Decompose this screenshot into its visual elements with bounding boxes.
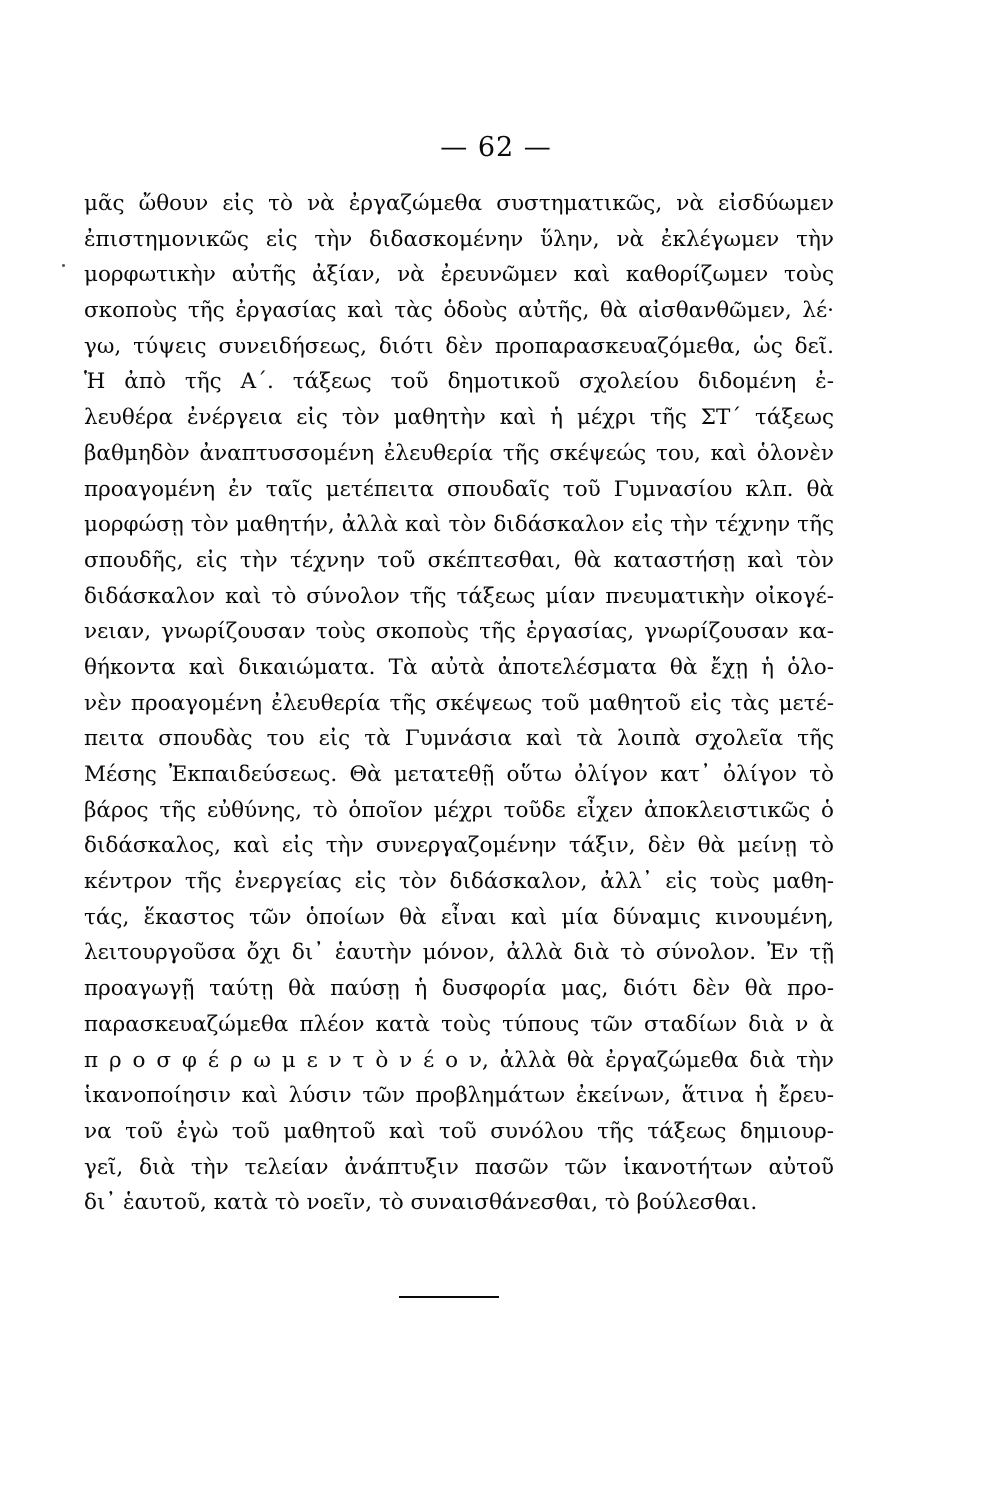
- text-line: λειτουργοῦσα ὄχι δι᾿ ἑαυτὴν μόνον, ἀλλὰ διὰ τὸ σύνολον. Ἐν τῇ: [84, 940, 834, 966]
- text-line: Μέσης Ἐκπαιδεύσεως. Θὰ μετατεθῇ οὕτω ὀλίγον κατ᾿ ὀλίγον τὸ: [84, 762, 834, 787]
- text-line: πειτα σπουδὰς του εἰς τὰ Γυμνάσια καὶ τὰ λοιπὰ σχολεῖα τῆς: [84, 726, 834, 752]
- page-number: — 62 —: [440, 132, 552, 163]
- text-line: μορφώσῃ τὸν μαθητήν, ἀλλὰ καὶ τὸν διδάσκαλον εἰς τὴν τέχνην τῆς: [84, 512, 834, 538]
- text-line: βάρος τῆς εὐθύνης, τὸ ὁποῖον μέχρι τοῦδε εἶχεν ἀποκλειστικῶς ὁ: [84, 797, 834, 823]
- text-line: διδάσκαλος, καὶ εἰς τὴν συνεργαζομένην τάξιν, δὲν θὰ μείνῃ τὸ: [84, 833, 834, 859]
- text-line: θήκοντα καὶ δικαιώματα. Τὰ αὐτὰ ἀποτελέσματα θὰ ἔχῃ ἡ ὁλο-: [84, 654, 834, 680]
- text-line: να τοῦ ἐγὼ τοῦ μαθητοῦ καὶ τοῦ συνόλου τῆς τάξεως δημιουρ-: [84, 1118, 834, 1144]
- text-line: δι᾿ ἑαυτοῦ, κατὰ τὸ νοεῖν, τὸ συναισθάνεσθαι, τὸ βούλεσθαι.: [84, 1190, 758, 1216]
- text-line: λευθέρα ἐνέργεια εἰς τὸν μαθητὴν καὶ ἡ μέχρι τῆς ΣΤ΄ τάξεως: [84, 405, 834, 431]
- text-line: προαγομένη ἐν ταῖς μετέπειτα σπουδαῖς τοῦ Γυμνασίου κλπ. θὰ: [84, 476, 834, 502]
- text-line: γεῖ, διὰ τὴν τελείαν ἀνάπτυξιν πασῶν τῶν ἱκανοτήτων αὐτοῦ: [84, 1154, 834, 1180]
- text-line: προαγωγῇ ταύτῃ θὰ παύσῃ ἡ δυσφορία μας, διότι δὲν θὰ προ-: [84, 976, 834, 1002]
- text-line: κέντρον τῆς ἐνεργείας εἰς τὸν διδάσκαλον, ἀλλ᾿ εἰς τοὺς μαθη-: [84, 869, 834, 895]
- body-paragraph: [84, 186, 834, 1221]
- closing-rule: [399, 1296, 499, 1298]
- text-line: μᾶς ὤθουν εἰς τὸ νὰ ἐργαζώμεθα συστηματικῶς, νὰ εἰσδύωμεν: [84, 191, 834, 216]
- text-line: μορφωτικὴν αὐτῆς ἀξίαν, νὰ ἐρευνῶμεν καὶ καθορίζωμεν τοὺς: [84, 262, 834, 288]
- text-line: νὲν προαγομένη ἐλευθερία τῆς σκέψεως τοῦ μαθητοῦ εἰς τὰς μετέ-: [84, 690, 834, 716]
- text-line: παρασκευαζώμεθα πλέον κατὰ τοὺς τύπους τῶν σταδίων διὰ ν ὰ: [84, 1011, 834, 1037]
- text-line: ἱκανοποίησιν καὶ λύσιν τῶν προβλημάτων ἐκείνων, ἅτινα ἡ ἔρευ-: [84, 1083, 834, 1109]
- print-speck: [62, 264, 65, 267]
- text-line: γω, τύψεις συνειδήσεως, διότι δὲν προπαρασκευαζόμεθα, ὡς δεῖ.: [84, 333, 834, 359]
- text-line: σπουδῆς, εἰς τὴν τέχνην τοῦ σκέπτεσθαι, θὰ καταστήσῃ καὶ τὸν: [84, 547, 834, 573]
- text-line: σκοποὺς τῆς ἐργασίας καὶ τὰς ὁδοὺς αὐτῆς, θὰ αἰσθανθῶμεν, λέ·: [84, 298, 834, 324]
- text-line: π ρ ο σ φ έ ρ ω μ ε ν τ ὸ ν έ ο ν, ἀλλὰ θὰ ἐργαζώμεθα διὰ τὴν: [84, 1047, 834, 1073]
- text-line: νειαν, γνωρίζουσαν τοὺς σκοποὺς τῆς ἐργασίας, γνωρίζουσαν κα-: [84, 619, 834, 645]
- text-line: διδάσκαλον καὶ τὸ σύνολον τῆς τάξεως μίαν πνευματικὴν οἰκογέ-: [84, 583, 834, 609]
- text-line: ἐπιστημονικῶς εἰς τὴν διδασκομένην ὕλην, νὰ ἐκλέγωμεν τὴν: [84, 226, 834, 252]
- text-line: Ἡ ἀπὸ τῆς Α΄. τάξεως τοῦ δημοτικοῦ σχολείου διδομένη ἐ-: [84, 369, 834, 395]
- text-line: βαθμηδὸν ἀναπτυσσομένη ἐλευθερία τῆς σκέψεώς του, καὶ ὁλονὲν: [84, 440, 834, 466]
- text-line: τάς, ἕκαστος τῶν ὁποίων θὰ εἶναι καὶ μία δύναμις κινουμένη,: [84, 904, 834, 930]
